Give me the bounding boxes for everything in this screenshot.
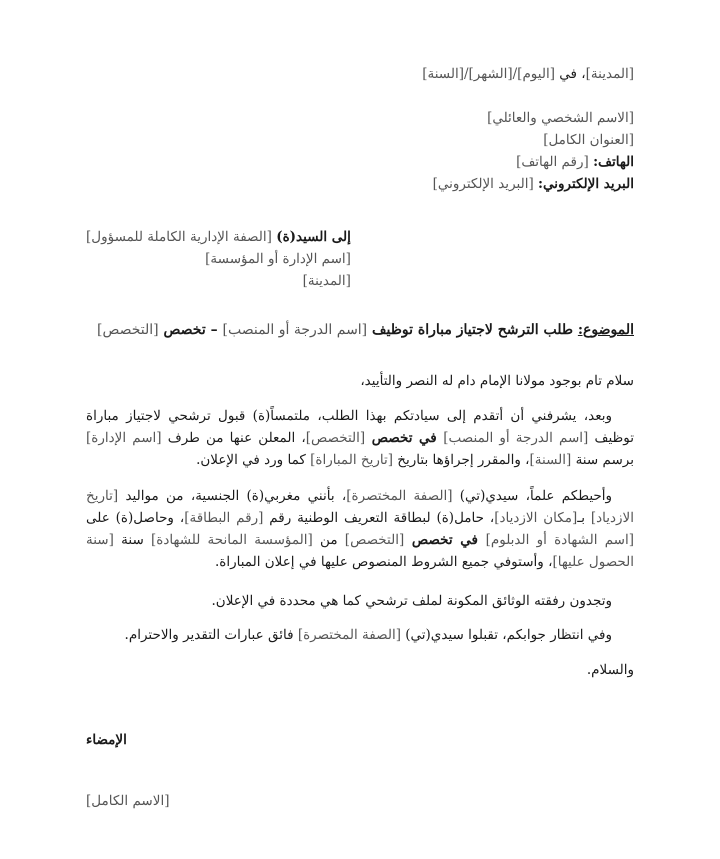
subject-line — [86, 319, 634, 341]
subject-text-1: طلب الترشح لاجتياز مباراة توظيف — [367, 322, 578, 338]
p1-text-4: برسم سنة — [571, 452, 634, 468]
p2-specialty: [التخصص] — [344, 532, 405, 548]
date-separator: ، في — [554, 66, 586, 82]
recipient-city: [المدينة] — [302, 273, 351, 289]
p1-specialty: [التخصص] — [305, 430, 366, 446]
p2-text-3: بـ — [577, 510, 591, 526]
date-line — [86, 63, 634, 85]
paragraph-courtesy — [86, 624, 634, 646]
subject-grade: [اسم الدرجة أو المنصب] — [222, 322, 368, 338]
sender-email — [86, 173, 634, 195]
email-label: البريد الإلكتروني: — [538, 176, 634, 192]
subject-label: الموضوع: — [577, 322, 634, 338]
paragraph-request — [86, 405, 634, 471]
sender-block — [86, 107, 634, 195]
p2-text-2: ، بأنني مغربي(ة) الجنسية، من مواليد — [118, 488, 347, 504]
p2-text-5: ، وحاصل(ة) على — [86, 510, 185, 526]
p1-text-1: وبعد، يشرفني أن أتقدم إلى سيادتكم بهذا الطلب، ملتمساً(ة) قبول ترشحي لاجتياز مباراة توظيف — [86, 408, 634, 446]
subject-specialty: [التخصص] — [97, 322, 159, 338]
recipient-org: [اسم الإدارة أو المؤسسة] — [205, 251, 351, 267]
p2-text-7: من — [312, 532, 345, 548]
p4-title-short: [الصفة المختصرة] — [297, 627, 401, 643]
phone-label: الهاتف: — [593, 154, 634, 170]
date-value: [اليوم]/[الشهر]/[السنة] — [422, 66, 555, 82]
p2-text-9: ، وأستوفي جميع الشروط المنصوص عليها في إعلان المباراة. — [214, 554, 553, 570]
paragraph-personal-info — [86, 485, 634, 573]
email-value: [البريد الإلكتروني] — [432, 176, 534, 192]
p2-text-6: في تخصص — [404, 532, 486, 548]
p2-text-1: وأحيطكم علماً، سيدي(تي) — [452, 488, 613, 504]
p4-text-2: فائق عبارات التقدير والاحترام. — [124, 627, 298, 643]
date-city: [المدينة] — [585, 66, 634, 82]
recipient-title — [86, 226, 351, 248]
p1-exam-date: [تاريخ المباراة] — [310, 452, 394, 468]
p1-grade: [اسم الدرجة أو المنصب] — [443, 430, 589, 446]
p3-text: وتجدون رفقته الوثائق المكونة لملف ترشحي كما هي محددة في الإعلان. — [211, 593, 612, 609]
sender-name: [الاسم الشخصي والعائلي] — [487, 110, 634, 126]
p2-text-4: ، حامل(ة) لبطاقة التعريف الوطنية رقم — [263, 510, 495, 526]
p2-birth-place: [مكان الازدياد] — [494, 510, 578, 526]
p2-text-8: سنة — [113, 532, 151, 548]
p2-diploma: [اسم الشهادة أو الدبلوم] — [485, 532, 635, 548]
closing: والسلام. — [586, 662, 634, 678]
sender-phone — [86, 151, 634, 173]
p4-text-1: وفي انتظار جوابكم، تقبلوا سيدي(تي) — [400, 627, 612, 643]
p2-title-short: [الصفة المختصرة] — [346, 488, 453, 504]
recipient-title-value: [الصفة الإدارية الكاملة للمسؤول] — [86, 229, 272, 245]
signature-name: [الاسم الكامل] — [86, 793, 170, 809]
recipient-block — [86, 226, 351, 292]
p1-text-2: في تخصص — [365, 430, 444, 446]
p2-diploma-year: [سنة الحصول عليها] — [86, 532, 634, 570]
p1-text-6: كما ورد في الإعلان. — [196, 452, 311, 468]
recipient-to-label: إلى السيد(ة) — [276, 229, 351, 245]
p1-text-3: ، المعلن عنها من طرف — [161, 430, 306, 446]
phone-value: [رقم الهاتف] — [516, 154, 589, 170]
sender-address: [العنوان الكامل] — [543, 132, 634, 148]
subject-text-2: – تخصص — [158, 322, 223, 338]
greeting: سلام تام بوجود مولانا الإمام دام له النصر والتأييد، — [360, 373, 634, 389]
p2-birth-date: [تاريخ الازدياد] — [86, 488, 634, 526]
p2-institution: [المؤسسة المانحة للشهادة] — [151, 532, 313, 548]
p1-year: [السنة] — [529, 452, 572, 468]
signature-label: الإمضاء — [86, 732, 127, 748]
paragraph-documents — [86, 590, 634, 612]
p2-id-number: [رقم البطاقة] — [184, 510, 264, 526]
p1-administration: [اسم الإدارة] — [86, 430, 162, 446]
p1-text-5: ، والمقرر إجراؤها بتاريخ — [393, 452, 530, 468]
